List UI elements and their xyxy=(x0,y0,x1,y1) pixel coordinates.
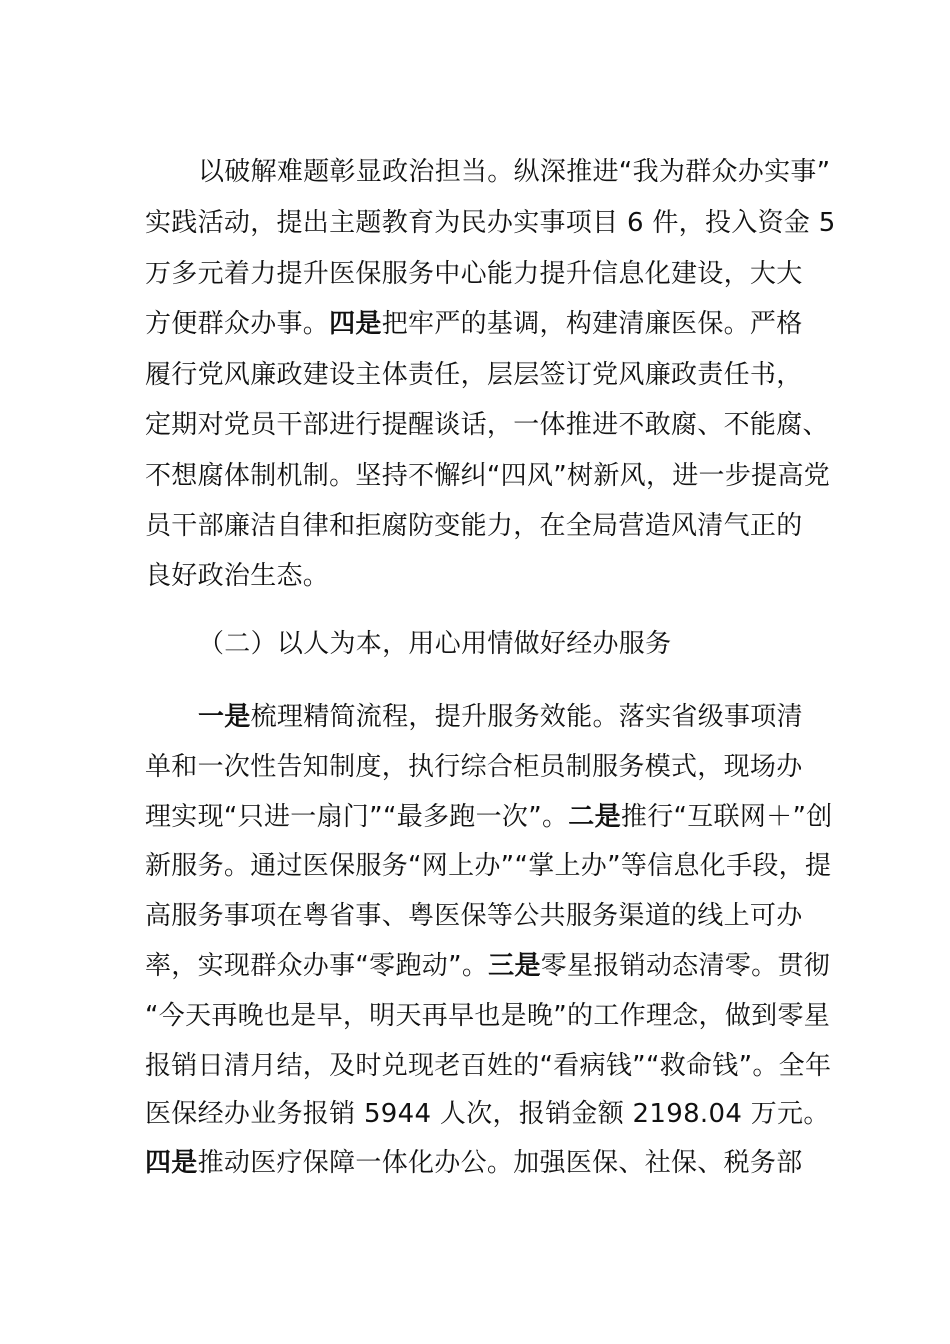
text-run: 方便群众办事。 xyxy=(145,309,330,339)
paragraph-2-line-2: 单和一次性告知制度，执行综合柜员制服务模式，现场办 xyxy=(145,752,803,782)
paragraph-1-line-1: 以破解难题彰显政治担当。纵深推进“我为群众办实事” xyxy=(198,157,831,187)
paragraph-2-line-7: “今天再晚也是早，明天再早也是晚”的工作理念，做到零星 xyxy=(145,1001,831,1031)
text-run: 把牢严的基调，构建清廉医保。严格 xyxy=(381,309,803,339)
paragraph-2-line-9: 医保经办业务报销 5944 人次，报销金额 2198.04 万元。 xyxy=(145,1099,830,1129)
paragraph-1-line-4 xyxy=(145,304,815,344)
bold-lead-term: 二是 xyxy=(568,802,621,832)
section-heading: （二）以人为本，用心用情做好经办服务 xyxy=(198,629,672,659)
paragraph-1-line-3: 万多元着力提升医保服务中心能力提升信息化建设，大大 xyxy=(145,259,803,289)
paragraph-2-line-10 xyxy=(145,1143,815,1183)
paragraph-1-line-8: 员干部廉洁自律和拒腐防变能力，在全局营造风清气正的 xyxy=(145,511,803,541)
text-run: 梳理精简流程，提升服务效能。落实省级事项清 xyxy=(250,702,803,732)
text-run: 零星报销动态清零。贯彻 xyxy=(540,951,831,981)
text-run: 率，实现群众办事“零跑动”。 xyxy=(145,951,489,981)
paragraph-1-line-7: 不想腐体制机制。坚持不懈纠“四风”树新风，进一步提高党 xyxy=(145,461,831,491)
text-run: 推动医疗保障一体化办公。加强医保、社保、税务部 xyxy=(197,1148,803,1178)
paragraph-1-line-5: 履行党风廉政建设主体责任，层层签订党风廉政责任书， xyxy=(145,360,803,390)
paragraph-1-line-9: 良好政治生态。 xyxy=(145,561,330,591)
text-run: 推行“互联网＋”创 xyxy=(620,802,833,832)
bold-lead-term: 四是 xyxy=(329,309,382,339)
bold-lead-term: 三是 xyxy=(488,951,541,981)
bold-lead-term: 四是 xyxy=(145,1148,198,1178)
bold-lead-term: 一是 xyxy=(198,702,251,732)
paragraph-2-line-6 xyxy=(145,946,831,986)
paragraph-1-line-2: 实践活动，提出主题教育为民办实事项目 6 件，投入资金 5 xyxy=(145,208,836,238)
paragraph-2-line-1 xyxy=(198,697,868,737)
paragraph-2-line-4: 新服务。通过医保服务“网上办”“掌上办”等信息化手段，提 xyxy=(145,851,832,881)
text-run: 理实现“只进一扇门”“最多跑一次”。 xyxy=(145,802,569,832)
paragraph-2-line-8: 报销日清月结，及时兑现老百姓的“看病钱”“救命钱”。全年 xyxy=(145,1051,832,1081)
paragraph-2-line-3 xyxy=(145,797,833,837)
paragraph-1-line-6: 定期对党员干部进行提醒谈话，一体推进不敢腐、不能腐、 xyxy=(145,410,829,440)
paragraph-2-line-5: 高服务事项在粤省事、粤医保等公共服务渠道的线上可办 xyxy=(145,901,803,931)
